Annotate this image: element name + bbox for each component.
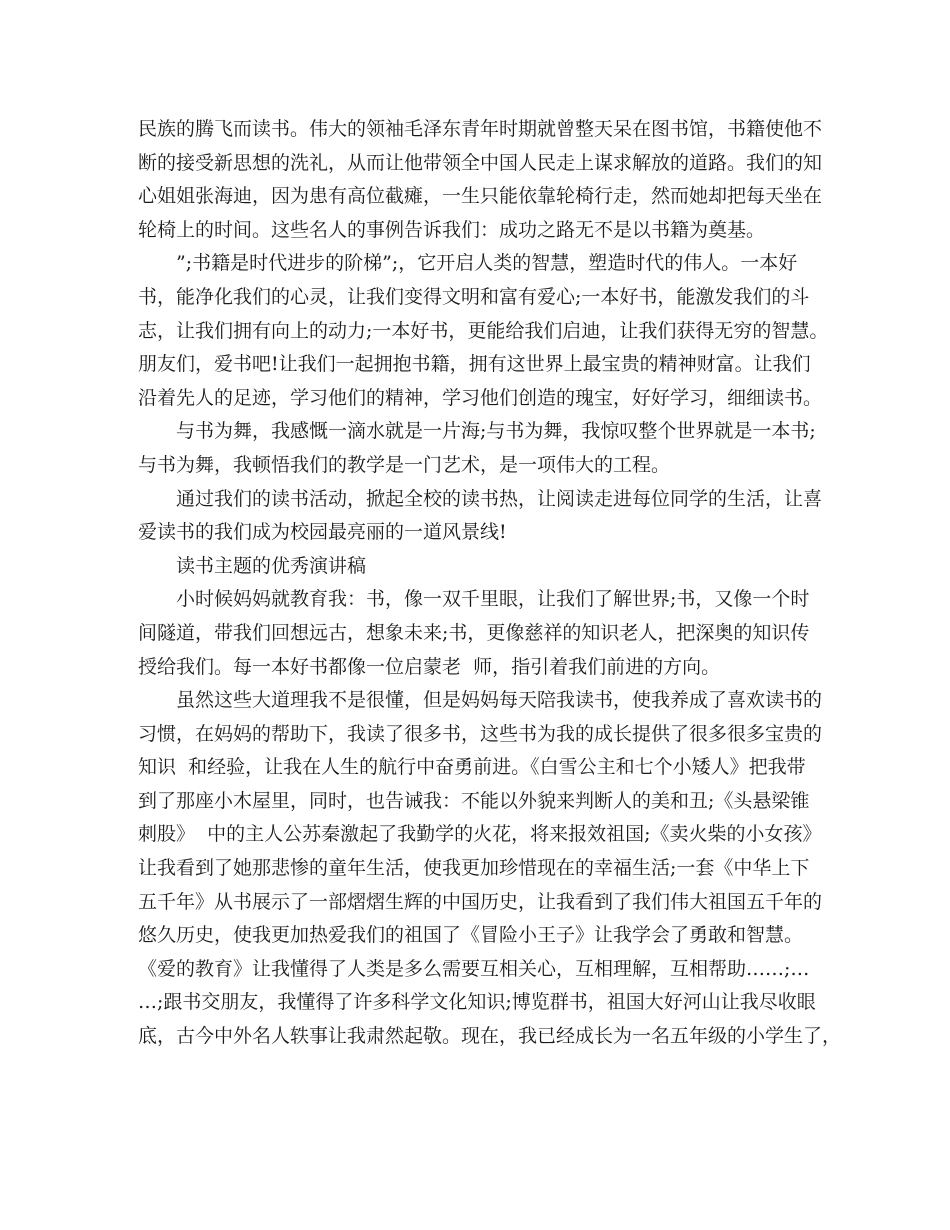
text-line: …;跟书交朋友，我懂得了许多科学文化知识;博览群书，祖国大好河山让我尽收眼 (138, 991, 816, 1014)
text-line: 爱读书的我们成为校园最亮丽的一道风景线! (138, 521, 507, 544)
text-line: 与书为舞，我感慨一滴水就是一片海;与书为舞，我惊叹整个世界就是一本书; (176, 420, 816, 443)
text-line: ”;书籍是时代进步的阶梯”;，它开启人类的智慧，塑造时代的伟人。一本好 (176, 252, 798, 275)
text-line: 底，古今中外名人轶事让我肃然起敬。现在，我已经成长为一名五年级的小学生了， (138, 1025, 842, 1048)
text-line: 间隧道，带我们回想远古，想象未来;书，更像慈祥的知识老人，把深奥的知识传 (138, 621, 810, 644)
text-line: 书，能净化我们的心灵，让我们变得文明和富有爱心;一本好书，能激发我们的斗 (138, 285, 810, 308)
text-line: 轮椅上的时间。这些名人的事例告诉我们：成功之路无不是以书籍为奠基。 (138, 218, 766, 241)
text-line: 授给我们。每一本好书都像一位启蒙老 师，指引着我们前进的方向。 (138, 655, 721, 678)
text-line: 通过我们的读书活动，掀起全校的读书热，让阅读走进每位同学的生活，让喜 (176, 487, 823, 510)
text-line: 读书主题的优秀演讲稿 (176, 554, 367, 577)
text-line: 知识 和经验，让我在人生的航行中奋勇前进。《白雪公主和七个小矮人》把我带 (138, 756, 806, 779)
text-line: 《爱的教育》让我懂得了人类是多么需要互相关心，互相理解，互相帮助……;… (138, 957, 810, 980)
text-line: 沿着先人的足迹，学习他们的精神，学习他们创造的瑰宝，好好学习，细细读书。 (138, 386, 823, 409)
text-line: 志，让我们拥有向上的动力;一本好书，更能给我们启迪，让我们获得无穷的智慧。 (138, 319, 829, 342)
text-line: 小时候妈妈就教育我：书，像一双千里眼，让我们了解世界;书，又像一个时 (176, 588, 810, 611)
text-line: 到了那座小木屋里，同时，也告诫我：不能以外貌来判断人的美和丑;《头悬梁锥 (138, 789, 810, 812)
text-line: 五千年》从书展示了一部熠熠生辉的中国历史，让我看到了我们伟大祖国五千年的 (138, 890, 823, 913)
text-line: 朋友们，爱书吧!让我们一起拥抱书籍，拥有这世界上最宝贵的精神财富。让我们 (138, 353, 811, 376)
text-line: 悠久历史，使我更加热爱我们的祖国了《冒险小王子》让我学会了勇敢和智慧。 (138, 924, 804, 947)
text-line: 断的接受新思想的洗礼，从而让他带领全中国人民走上谋求解放的道路。我们的知 (138, 151, 823, 174)
text-line: 让我看到了她那悲惨的童年生活，使我更加珍惜现在的幸福生活;一套《中华上下 (138, 857, 810, 880)
text-line: 虽然这些大道理我不是很懂，但是妈妈每天陪我读书，使我养成了喜欢读书的 (176, 689, 823, 712)
text-line: 习惯，在妈妈的帮助下，我读了很多书，这些书为我的成长提供了很多很多宝贵的 (138, 722, 823, 745)
text-line: 与书为舞，我顿悟我们的教学是一门艺术，是一项伟大的工程。 (138, 453, 671, 476)
text-line: 刺股》 中的主人公苏秦激起了我勤学的火花，将来报效祖国;《卖火柴的小女孩》 (138, 823, 822, 846)
document-body (138, 113, 842, 1054)
text-line: 民族的腾飞而读书。伟大的领袖毛泽东青年时期就曾整天呆在图书馆，书籍使他不 (138, 118, 823, 140)
text-line: 心姐姐张海迪，因为患有高位截瘫，一生只能依靠轮椅行走，然而她却把每天坐在 (138, 185, 823, 208)
